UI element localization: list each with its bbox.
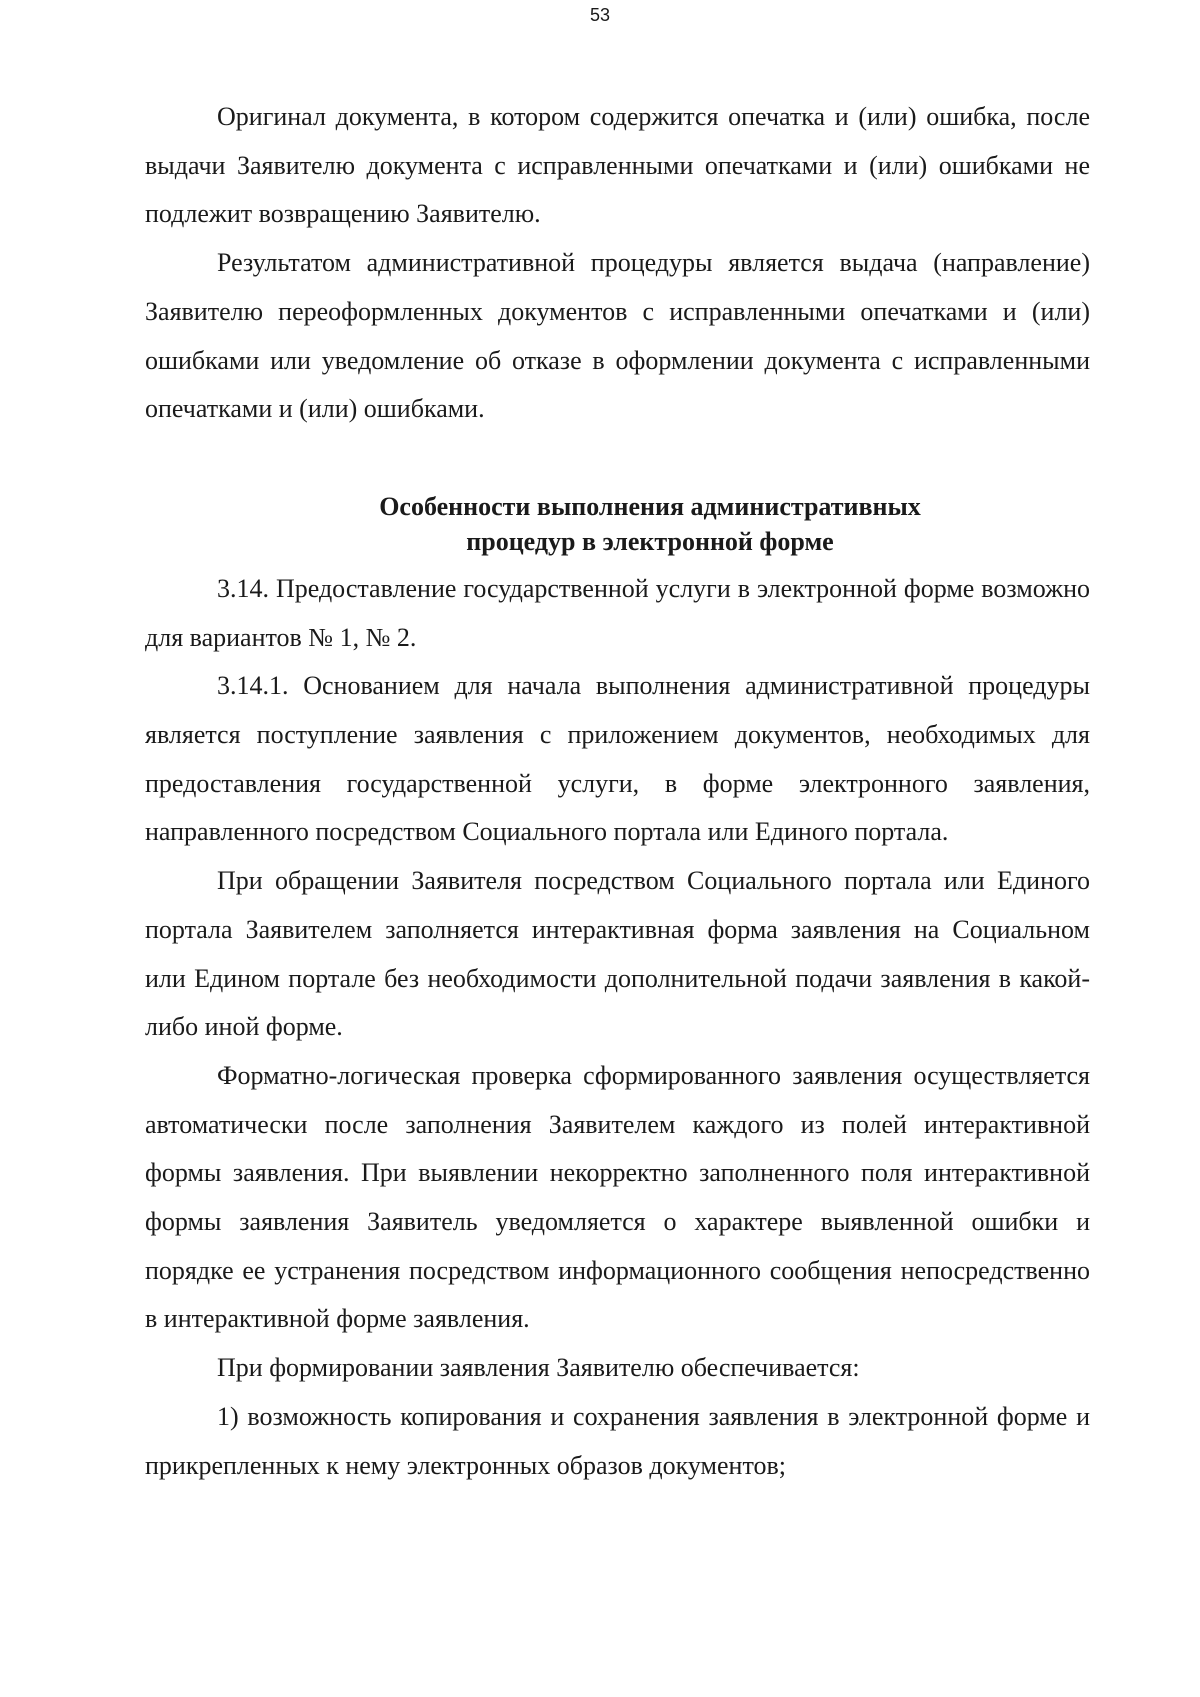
list-item-1: 1) возможность копирования и сохранения заявления в электронной форме и прикрепленных к нему электронных образов документов; <box>145 1401 1090 1480</box>
document-body <box>145 93 1090 1490</box>
section-heading-line-2: процедур в электронной форме <box>466 526 834 556</box>
section-heading-line-1: Особенности выполнения административных <box>379 491 921 521</box>
paragraph-original-document: Оригинал документа, в котором содержится опечатка и (или) ошибка, после выдачи Заявителю документа с исправленными опечатками и (или) ошибками не подлежит возвращению Заявителю. <box>145 102 1090 229</box>
paragraph-procedure-result: Результатом административной процедуры является выдача (направление) Заявителю переоформленных документов с исправленными опечатками и (или) ошибками или уведомление об отказе в оформлении документа с исправленными опечатками и (или) ошибками. <box>145 248 1090 424</box>
paragraph-3-14-1: 3.14.1. Основанием для начала выполнения административной процедуры является поступление заявления с приложением документов, необходимых для предоставления государственной услуги, в форме электронного заявления, направленного посредством Социального портала или Единого портала. <box>145 671 1090 847</box>
paragraph-form-provision: При формировании заявления Заявителю обеспечивается: <box>217 1353 860 1383</box>
page-number: 53 <box>589 5 611 25</box>
paragraph-format-check: Форматно-логическая проверка сформированного заявления осуществляется автоматически после заполнения Заявителем каждого из полей интерактивной формы заявления. При выявлении некорректно заполненного поля интерактивной формы заявления Заявитель уведомляется о характере выявленной ошибки и порядке ее устранения посредством информационного сообщения непосредственно в интерактивной форме заявления. <box>145 1060 1090 1334</box>
paragraph-3-14: 3.14. Предоставление государственной услуги в электронной форме возможно для вариантов № 1, № 2. <box>145 573 1090 652</box>
section-heading <box>145 489 1090 559</box>
paragraph-applicant-portal: При обращении Заявителя посредством Социального портала или Единого портала Заявителем заполняется интерактивная форма заявления на Социальном или Едином портале без необходимости дополнительной подачи заявления в какой-либо иной форме. <box>145 866 1090 1042</box>
